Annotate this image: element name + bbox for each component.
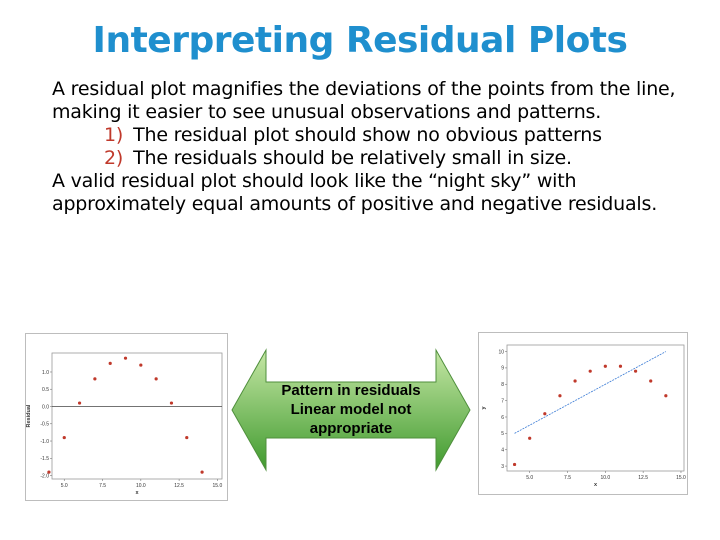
list-number-2: 2)	[104, 147, 124, 169]
fit-x-tick-label: 5.0	[526, 475, 534, 481]
fit-y-tick-label: 9	[501, 365, 504, 372]
fit-y-tick-label: 10	[498, 349, 504, 356]
residual-data-point	[155, 377, 158, 380]
arrow-label-line-3: appropriate	[309, 420, 393, 437]
list-text-2: The residuals should be relatively small in size.	[133, 147, 572, 169]
fit-x-tick-label: 10.0	[600, 475, 611, 481]
residual-y-tick-label: -1.5	[40, 456, 49, 463]
list-number-1: 1)	[104, 124, 124, 146]
fit-data-point	[543, 412, 546, 415]
fit-data-point	[649, 379, 652, 382]
conclusion-paragraph: A valid residual plot should look like the “night sky” with approximately equal amounts of positive and negative residuals.	[52, 170, 658, 215]
residual-plot-svg	[26, 334, 227, 500]
fit-y-tick-label: 4	[501, 447, 504, 454]
scatter-fit-plot-svg	[479, 333, 687, 494]
fit-y-tick-label: 8	[501, 382, 504, 389]
residual-data-point	[109, 362, 112, 365]
residual-data-point	[185, 436, 188, 439]
fit-x-axis-label: x	[593, 482, 598, 488]
residual-y-tick-label: -0.5	[40, 421, 49, 428]
fit-data-point	[513, 463, 516, 466]
fit-x-tick-label: 15.0	[676, 475, 686, 481]
residual-plot	[25, 333, 228, 501]
fit-data-point	[573, 379, 576, 382]
scatter-fit-plot	[478, 332, 688, 495]
arrow-label	[230, 381, 472, 438]
residual-data-point	[200, 470, 203, 473]
residual-x-tick-label: 5.0	[60, 483, 68, 489]
residual-x-tick-label: 15.0	[212, 483, 223, 489]
residual-data-point	[93, 377, 96, 380]
fit-y-axis-label: y	[481, 406, 487, 410]
residual-x-tick-label: 12.5	[174, 483, 184, 489]
list-item-1	[52, 124, 692, 147]
fit-data-point	[589, 370, 592, 373]
arrow-label-line-2: Linear model not	[290, 401, 412, 418]
fit-data-point	[634, 370, 637, 373]
arrow-label-line-1: Pattern in residuals	[281, 382, 421, 399]
intro-paragraph: A residual plot magnifies the deviations of the points from the line, making it easier to see unusual observations and patterns.	[52, 78, 676, 123]
fit-data-point	[664, 394, 667, 397]
list-item-2	[52, 147, 692, 170]
residual-data-point	[124, 357, 127, 360]
list-text-1: The residual plot should show no obvious patterns	[133, 124, 602, 146]
fit-y-tick-label: 7	[501, 398, 504, 405]
residual-y-axis-label: Residual	[26, 404, 32, 428]
fit-x-tick-label: 7.5	[564, 475, 571, 481]
residual-data-point	[63, 436, 66, 439]
residual-y-tick-label: 0.0	[42, 404, 49, 411]
residual-data-point	[78, 401, 81, 404]
residual-x-tick-label: 10.0	[135, 483, 146, 489]
residual-data-point	[170, 401, 173, 404]
residual-y-tick-label: 1.0	[42, 369, 49, 376]
fit-y-tick-label: 6	[501, 414, 504, 421]
fit-x-tick-label: 12.5	[638, 475, 649, 481]
fit-plot-area	[507, 345, 684, 471]
residual-x-axis-label: x	[135, 490, 139, 496]
residual-data-point	[139, 363, 142, 366]
fit-data-point	[558, 394, 561, 397]
fit-y-tick-label: 5	[501, 431, 504, 438]
slide-title: Interpreting Residual Plots	[92, 20, 628, 61]
fit-data-point	[604, 365, 607, 368]
double-arrow-callout	[230, 348, 472, 472]
residual-x-tick-label: 7.5	[99, 483, 107, 489]
residual-y-tick-label: -2.0	[40, 473, 49, 480]
residual-plot-area	[52, 353, 222, 479]
fit-data-point	[528, 437, 531, 440]
residual-y-tick-label: 0.5	[42, 387, 49, 394]
residual-y-tick-label: -1.0	[40, 438, 49, 445]
fit-y-tick-label: 3	[501, 463, 504, 470]
residual-data-point	[47, 470, 50, 473]
fit-data-point	[619, 365, 622, 368]
slide-body	[52, 78, 692, 216]
